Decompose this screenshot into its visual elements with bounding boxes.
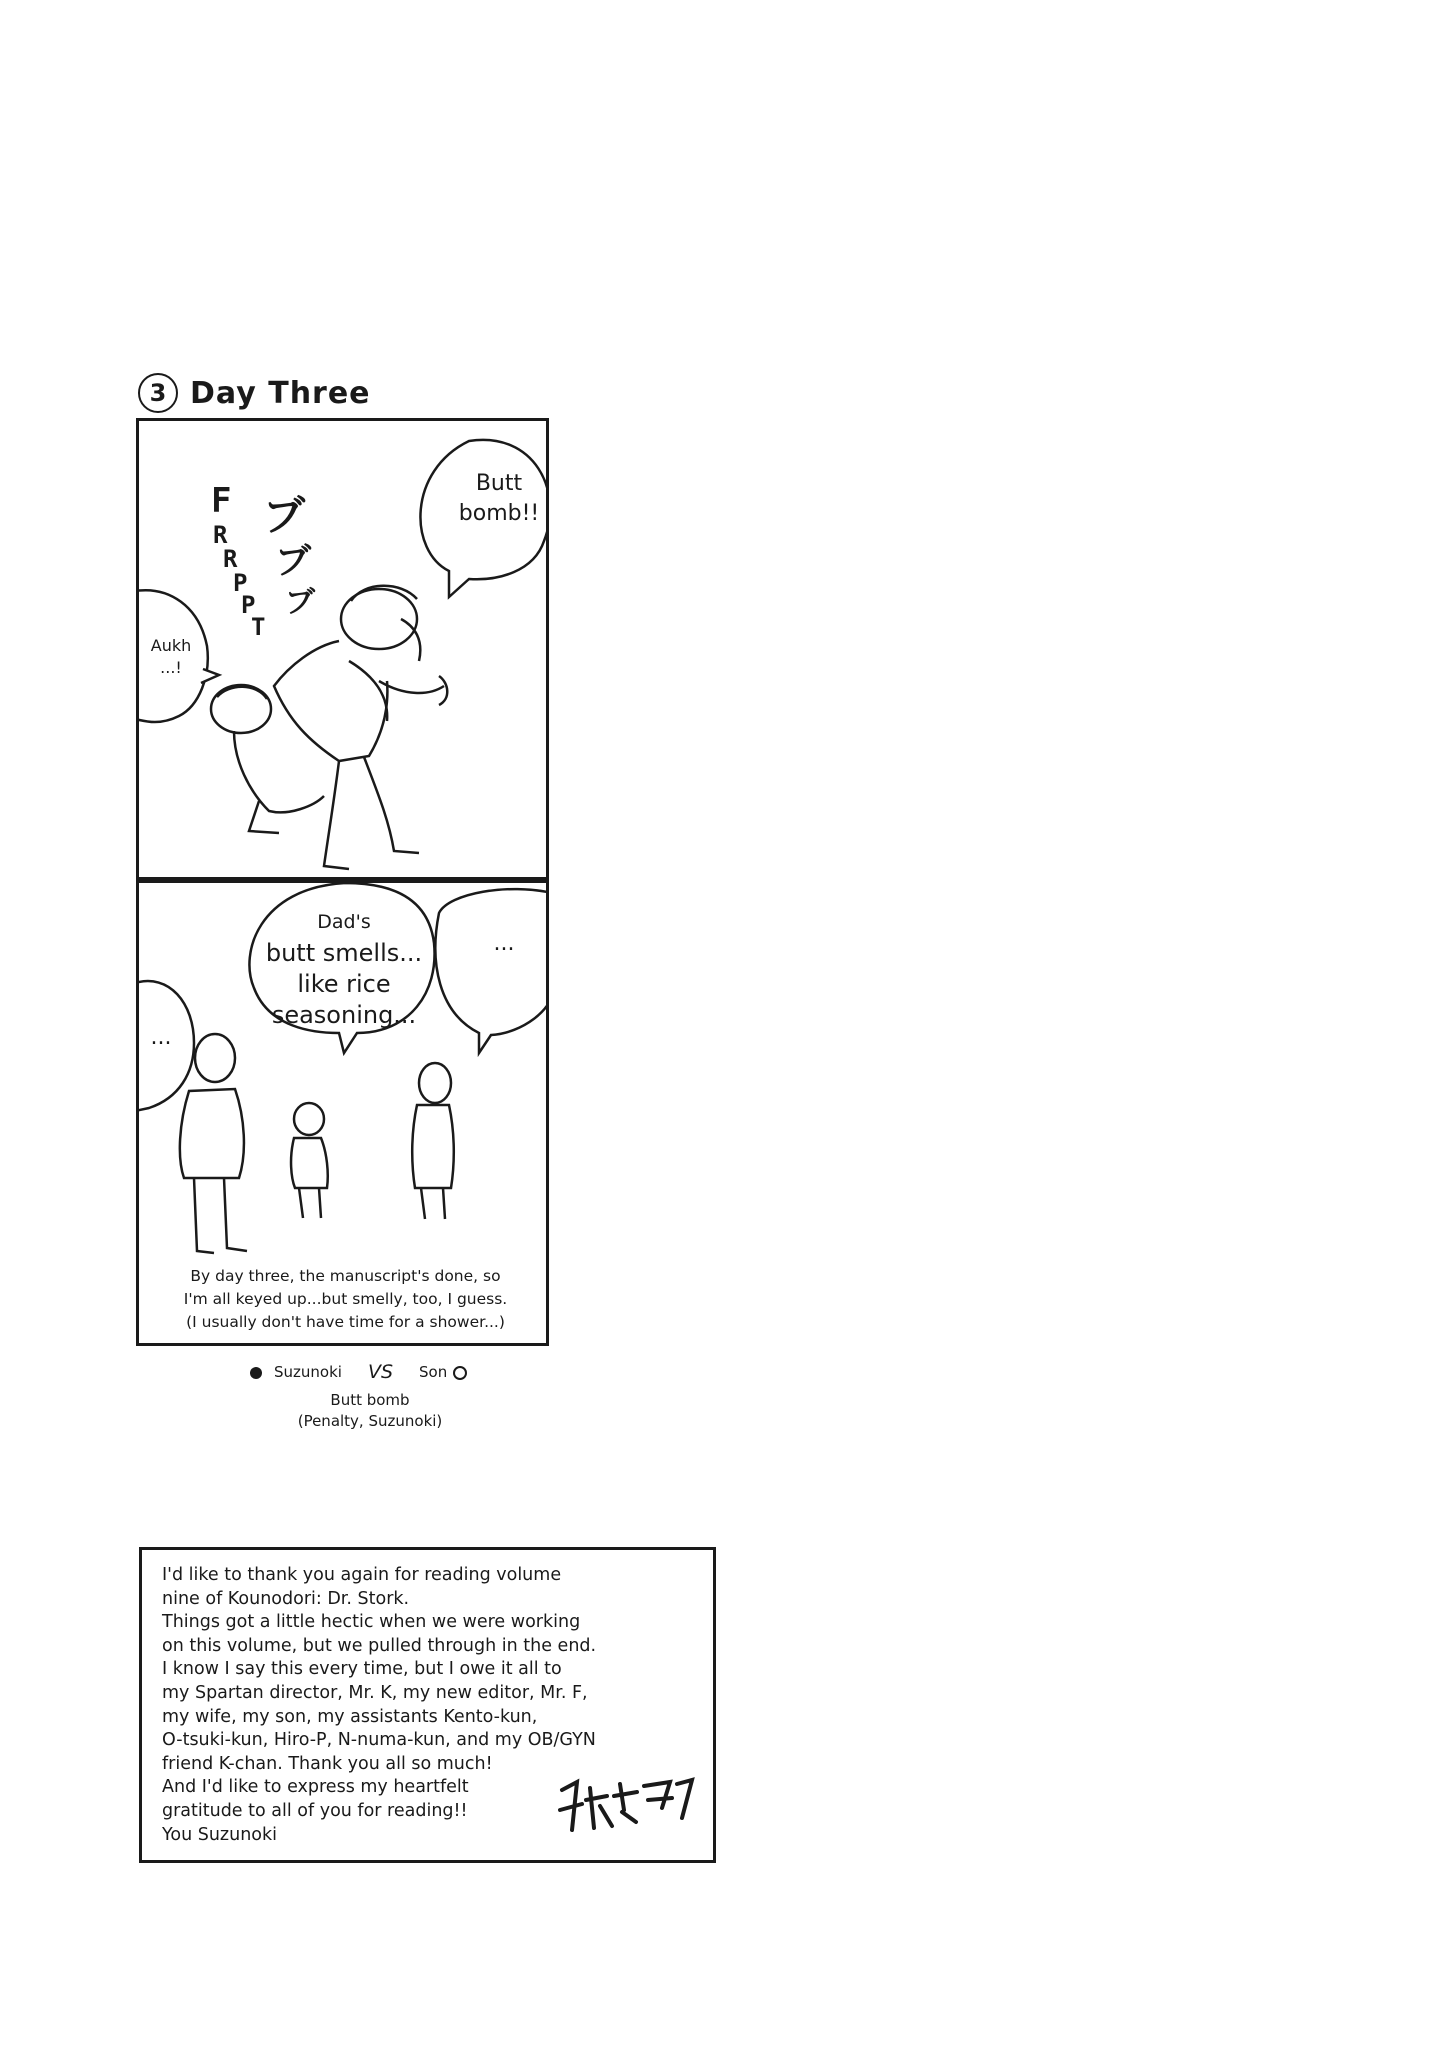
speech-text-aukh: Aukh ...! [150, 636, 192, 677]
sfx-letter: R [223, 545, 238, 573]
afterword-line: You Suzunoki [162, 1824, 277, 1845]
chapter-title: Day Three [190, 375, 371, 411]
sfx-letter: P [233, 569, 248, 597]
speech-text-right-ellipsis: ... [493, 931, 515, 956]
afterword-line: I'd like to thank you again for reading volume [162, 1565, 562, 1585]
chapter-number-badge: 3 [138, 373, 178, 413]
sfx-letter: T [251, 613, 266, 641]
chapter-heading [138, 368, 371, 418]
afterword-line: my wife, my son, my assistants Kento-kun, [162, 1706, 538, 1727]
afterword-line: friend K-chan. Thank you all so much! [162, 1753, 493, 1774]
afterword-line: gratitude to all of you for reading!! [162, 1800, 468, 1821]
afterword-line: on this volume, but we pulled through in the end. [162, 1635, 597, 1656]
panel-caption: By day three, the manuscript's done, so I'm all keyed up...but smelly, too, I guess. (I usually don't have time for a shower...) [183, 1267, 508, 1331]
sfx-letter: R [213, 521, 228, 549]
score-result: Butt bomb (Penalty, Suzunoki) [297, 1391, 443, 1430]
afterword-text [162, 1564, 596, 1847]
son-figure [211, 685, 324, 833]
speech-bubble-right-ellipsis [435, 889, 549, 1053]
empty-circle-icon [453, 1366, 467, 1380]
afterword-line: Things got a little hectic when we were working [162, 1612, 581, 1633]
father-figure [274, 586, 447, 869]
afterword-line: O-tsuki-kun, Hiro-P, N-numa-kun, and my OB/GYN [162, 1730, 596, 1751]
score-right-name: Son [419, 1363, 448, 1381]
score-line [250, 1362, 500, 1383]
afterword-line: nine of Kounodori: Dr. Stork. [162, 1588, 410, 1609]
speech-text-butt-bomb: Butt bomb!! [458, 471, 540, 526]
speech-text-dads-butt: Dad's butt smells... like rice seasoning... [265, 911, 423, 1029]
speech-text-left-ellipsis: ... [150, 1025, 172, 1050]
afterword-box [139, 1547, 716, 1863]
filled-circle-icon [250, 1367, 262, 1379]
son-standing-figure [291, 1103, 328, 1218]
signature-mark [552, 1770, 702, 1840]
afterword-line: And I'd like to express my heartfelt [162, 1777, 469, 1798]
score-left-name: Suzunoki [274, 1363, 342, 1381]
sfx-kana: ブ [285, 585, 315, 620]
sfx-letter: F [211, 481, 232, 521]
sfx-letter: P [241, 591, 256, 619]
afterword-line: I know I say this every time, but I owe it all to [162, 1659, 562, 1680]
comic-panel-2 [136, 880, 549, 1346]
score-vs: VS [367, 1361, 394, 1383]
sfx-kana: ブ [263, 491, 306, 540]
mother-standing-figure [412, 1063, 454, 1219]
comic-panel-1 [136, 418, 549, 880]
afterword-line: my Spartan director, Mr. K, my new editor, Mr. F, [162, 1682, 588, 1703]
sfx-kana: ブ [275, 541, 312, 582]
